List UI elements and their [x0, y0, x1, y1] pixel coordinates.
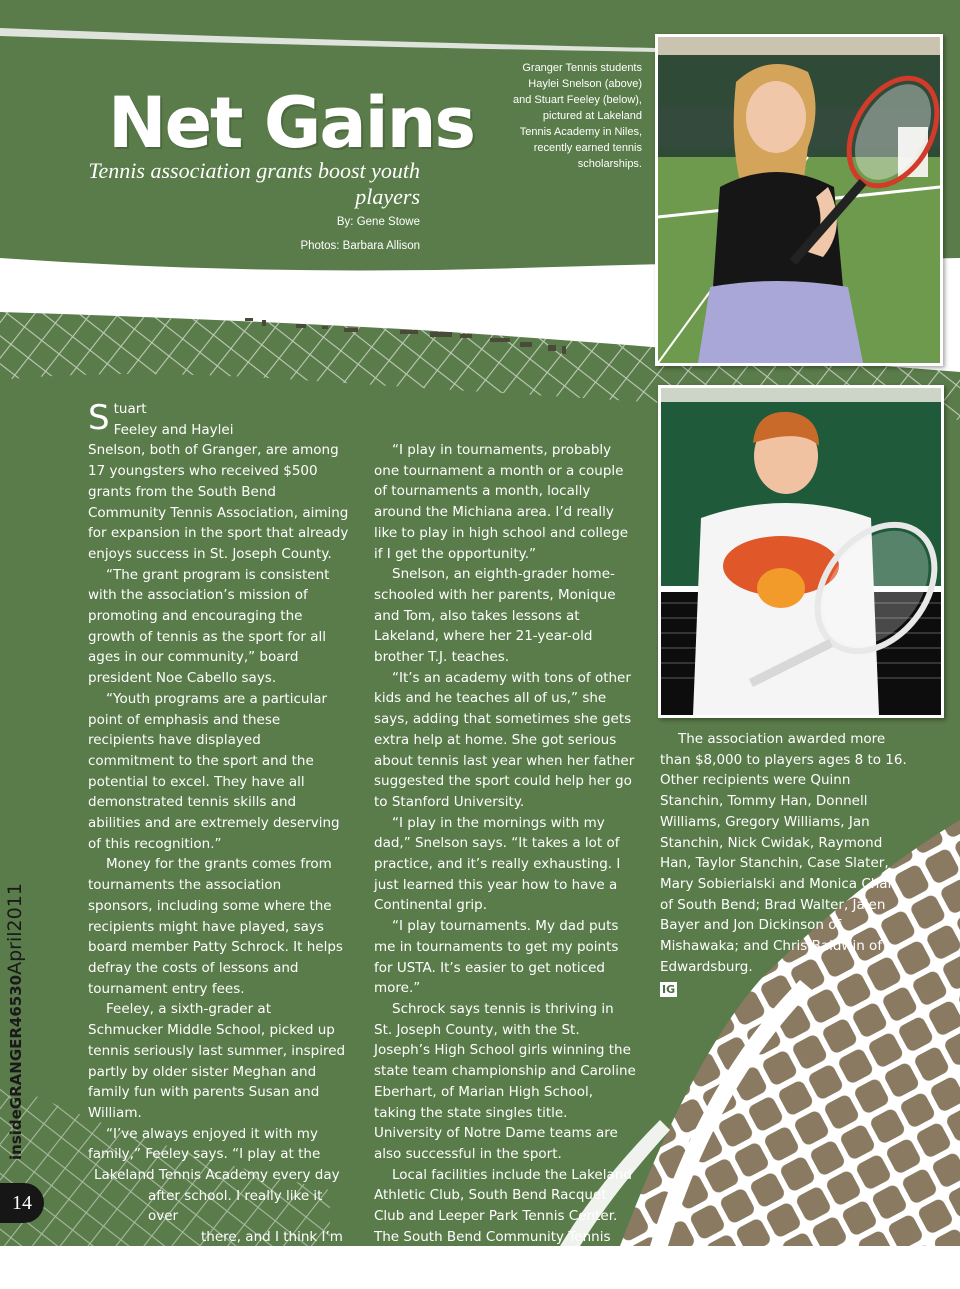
article-column-2: [374, 440, 636, 1289]
photo-credit: Photos: Barbara Allison: [300, 240, 420, 252]
paragraph: Money for the grants comes from tournaments the association sponsors, including some where the recipients might have played, says board member Patty Schrock. It helps defray the costs of lessons and tournament entry fees.: [88, 856, 343, 997]
drop-cap: S: [88, 398, 110, 438]
paragraph: “The grant program is consistent with the association’s mission of promoting and encouraging the growth of tennis as the sport for all ages in our community,” board president Noe Cabello says.: [88, 566, 330, 687]
paragraph: “Youth programs are a particular point of emphasis and these recipients have displayed commitment to the sport and the potential to excel. They have all demonstrated tennis skills and abilities and are extremely deserving of this recognition.”: [88, 690, 340, 852]
girl-with-tennis-racquet-icon: [658, 37, 940, 363]
article-subtitle: Tennis association grants boost youth players: [88, 158, 420, 209]
paragraph: “I play in tournaments, probably one tournament a month or a couple of tournaments a month, locally around the Michiana area. I’d really like to play in high school and college if I get the opportunity.”: [374, 442, 629, 562]
paragraph: “I play in the mornings with my dad,” Snelson says. “It takes a lot of practice, and it’s really exhausting. I just learned this year how to have a Continental grip.: [374, 814, 621, 914]
paragraph: Feeley, a sixth-grader at Schmucker Middle School, picked up tennis seriously last summer, inspired partly by older sister Meghan and family fun with parents Susan and William.: [88, 1001, 346, 1121]
article-title: Net Gains: [108, 82, 475, 164]
end-mark: IG: [662, 983, 676, 997]
article-column-1: [88, 398, 354, 1289]
paragraph: Snelson, both of Granger, are among 17 youngsters who received $500 grants from the South Bend Community Tennis Association, aiming for expansion in the sport that already enjoys success in St. Joseph County.: [88, 442, 349, 562]
shaped-paragraph: “I’ve always enjoyed it with my family,” Feeley says. “I play at the Lakeland Tennis Academy every day after school. I really like it over there, and I think I’m getting a lot better.: [88, 1125, 354, 1287]
paragraph: “It’s an academy with tons of other kids and he teaches all of us,” she says, adding that sometimes she gets extra help at home. She got serious about tennis last year when her father suggested the sport could help her go to Stanford University.: [374, 669, 635, 810]
magazine-name: insideGRANGER46530: [7, 974, 25, 1160]
magazine-sidebar-label: [4, 883, 26, 1160]
page-number: 14: [0, 1183, 44, 1223]
paragraph: Snelson, an eighth-grader home-schooled with her parents, Monique and Tom, also takes lessons at Lakeland, where her 21-year-old brother T.J. teaches.: [374, 566, 616, 666]
photo-caption: Granger Tennis students Haylei Snelson (above) and Stuart Feeley (below), pictured at Lakeland Tennis Academy in Niles, recently earned tennis scholarships.: [512, 62, 642, 170]
article-column-3: [660, 729, 912, 1000]
paragraph: Local facilities include the Lakeland Athletic Club, South Bend Racquet Club and Leeper Park Tennis Center. The South Bend Community Tennis Association is online at www.southbendtennis.org.: [374, 1166, 632, 1287]
paragraph: The association awarded more than $8,000 to players ages 8 to 16. Other recipients were Quinn Stanchin, Tommy Han, Donnell Williams, Gregory Williams, Jan Stanchin, Nick Cwidak, Raymond Han, Taylor Stanchin, Case Slater, Mary Sobierialski and Monica Chan of South Bend; Brad Walter, Jalen Bayer and Jon Dickinson of Mishawaka; and Chris Baldwin of Edwardsburg.: [660, 731, 907, 975]
byline: By: Gene Stowe: [336, 216, 420, 228]
paragraph: Schrock says tennis is thriving in St. Joseph County, with the St. Joseph’s High School girls winning the state team championship and Caroline Eberhart, of Marian High School, taking the state singles title. University of Notre Dame teams are also successful in the sport.: [374, 1000, 636, 1162]
opening-paragraph: S tuart Feeley and Haylei: [88, 398, 234, 438]
photo-stuart-feeley: [658, 385, 944, 718]
issue-date: April2011: [4, 883, 26, 975]
photo-haylei-snelson: [655, 34, 943, 366]
boy-with-tennis-racquet-icon: [661, 388, 941, 715]
paragraph: “I play tournaments. My dad puts me in tournaments to get my points for USTA. It’s easier to get noticed more.”: [374, 918, 619, 997]
